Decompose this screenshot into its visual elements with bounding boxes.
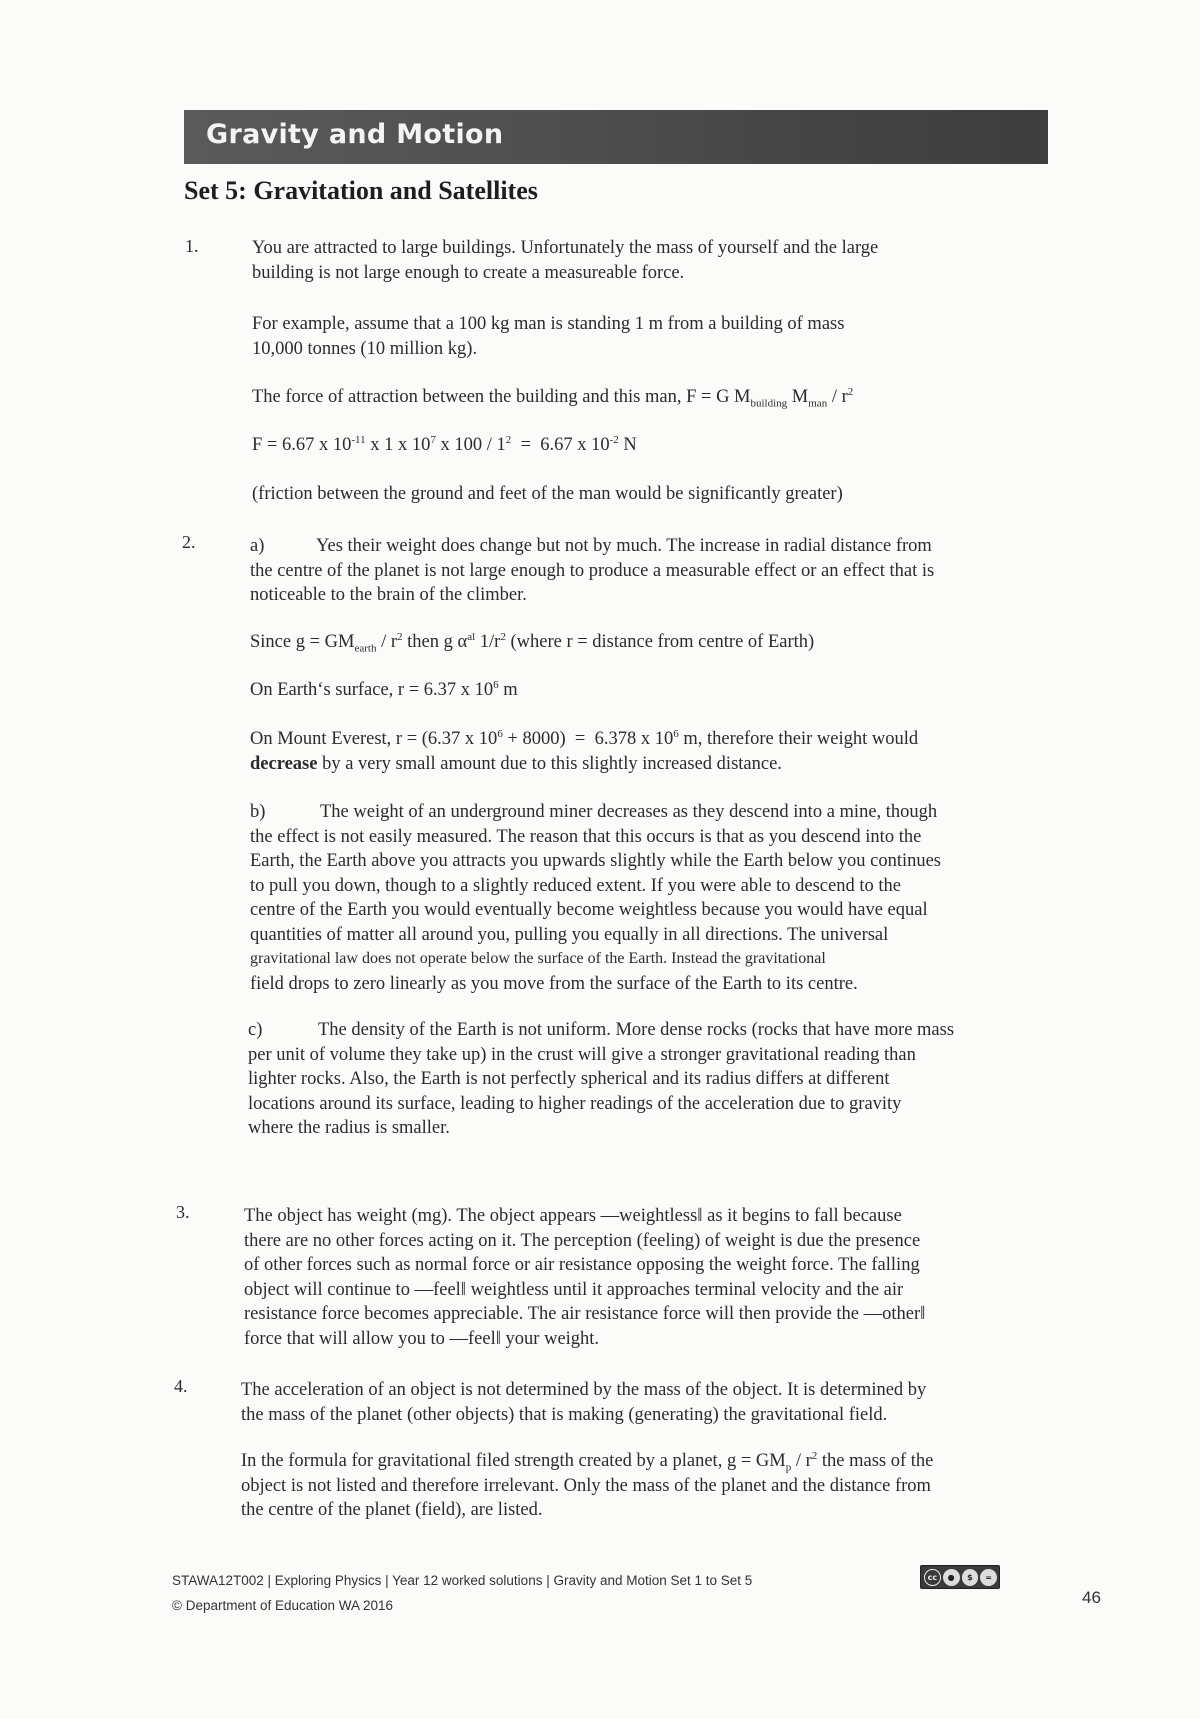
footer-course-info: STAWA12T002 | Exploring Physics | Year 12 worked solutions | Gravity and Motion Set 1 to Set 5 xyxy=(172,1573,753,1588)
cc-by-icon: ● xyxy=(943,1569,960,1586)
question-4-number: 4. xyxy=(174,1376,188,1396)
q1-p1-line-2: building is not large enough to create a measureable force. xyxy=(252,262,685,283)
q1-p1-line-1: You are attracted to large buildings. Unfortunately the mass of yourself and the large xyxy=(252,238,879,258)
q1-paragraph-1 xyxy=(252,236,878,285)
q2-b-label: b) xyxy=(250,802,266,822)
cc-icon: cc xyxy=(924,1569,941,1586)
q2-a-label: a) xyxy=(250,536,265,556)
q2-mount-everest: On Mount Everest, r = (6.37 x $10^6 + 8000) = 6.378$ x $10^6$ m, therefore their weight would decrease by a very small amount due to this slightly increased distance. xyxy=(250,727,919,774)
q2-part-c: c) The density of the Earth is not uniform. More dense rocks (rocks that have more mass per unit of volume they take up) in the crust will give a stronger gravitational reading than lighter rocks. Also, the Earth is not perfectly spherical and its radius differs at different locations around its surface, leading to higher readings of the acceleration due to gravity where the radius is smaller. xyxy=(248,1020,955,1138)
question-2-number: 2. xyxy=(182,532,196,552)
q2-earth-surface: On Earth‘s surface, r = 6.37 x $10^6$ m xyxy=(250,678,518,700)
q4-paragraph-2: In the formula for gravitational filed strength created by a planet, $g = GM_p / r^2$ the mass of the object is not listed and therefore irrelevant. Only the mass of the planet and the distance from the centre of the planet (field), are listed. xyxy=(241,1449,934,1520)
q1-p2-line-1: For example, assume that a 100 kg man is standing 1 m from a building of mass xyxy=(252,314,845,334)
cc-nc-icon: $ xyxy=(962,1569,979,1586)
set-title: Set 5: Gravitation and Satellites xyxy=(184,176,538,205)
page-number: 46 xyxy=(1082,1588,1101,1607)
q1-force-formula: The force of attraction between the building and this man, F = G $M_{building}$ $M_{man} / r^2$ xyxy=(252,385,854,410)
q1-p2-line-2: 10,000 tonnes (10 million kg). xyxy=(252,338,478,359)
question-1-number: 1. xyxy=(185,236,199,256)
q1-friction-note: (friction between the ground and feet of the man would be significantly greater) xyxy=(252,484,843,504)
q1-paragraph-2 xyxy=(252,312,844,361)
q2-part-a: a) Yes their weight does change but not by much. The increase in radial distance from the centre of the planet is not large enough to produce a measurable effect or an effect that is noticeable to the brain of the climber. xyxy=(250,536,935,605)
q2-c-label: c) xyxy=(248,1020,263,1040)
q2-proportionality: Since $g = GM_{earth} / r^2$ then g $\alpha^{al}$ $1/r^2$ (where r = distance from centre of Earth) xyxy=(250,630,815,655)
footer-copyright: © Department of Education WA 2016 xyxy=(172,1598,394,1613)
question-3-number: 3. xyxy=(176,1202,190,1222)
chapter-title: Gravity and Motion xyxy=(206,119,504,150)
chapter-banner xyxy=(184,110,1048,164)
creative-commons-badge xyxy=(920,1565,1000,1589)
q2-part-b: b) The weight of an underground miner decreases as they descend into a mine, though the effect is not easily measured. The reason that this occurs is that as you descend into the Earth, the Earth above you attracts you upwards slightly while the Earth below you continues to pull you down, though to a slightly reduced extent. If you were able to descend to the centre of the Earth you would eventually become weightless because you would have equal quantities of matter all around you, pulling you equally in all directions. The universal gravitational law does not operate below the surface of the Earth. Instead the gravitational field drops to zero linearly as you move from the surface of the Earth to its centre. xyxy=(250,802,942,994)
cc-nd-icon: = xyxy=(980,1569,997,1586)
q3-answer: The object has weight (mg). The object appears ―weightless‖ as it begins to fall because there are no other forces acting on it. The perception (feeling) of weight is due the presence of other forces such as normal force or air resistance opposing the weight force. The falling object will continue to ―feel‖ weightless until it approaches terminal velocity and the air resistance force becomes appreciable. The air resistance force will then provide the ―other‖ force that will allow you to ―feel‖ your weight. xyxy=(244,1206,926,1349)
q4-paragraph-1: The acceleration of an object is not determined by the mass of the object. It is determined by the mass of the planet (other objects) that is making (generating) the gravitational field. xyxy=(241,1380,927,1425)
q1-force-calculation: F = 6.67 x $10^{-11}$ x 1 x $10^7$ x $100 / 1^2 = 6.67$ x $10^{-2}$ N xyxy=(252,433,637,455)
